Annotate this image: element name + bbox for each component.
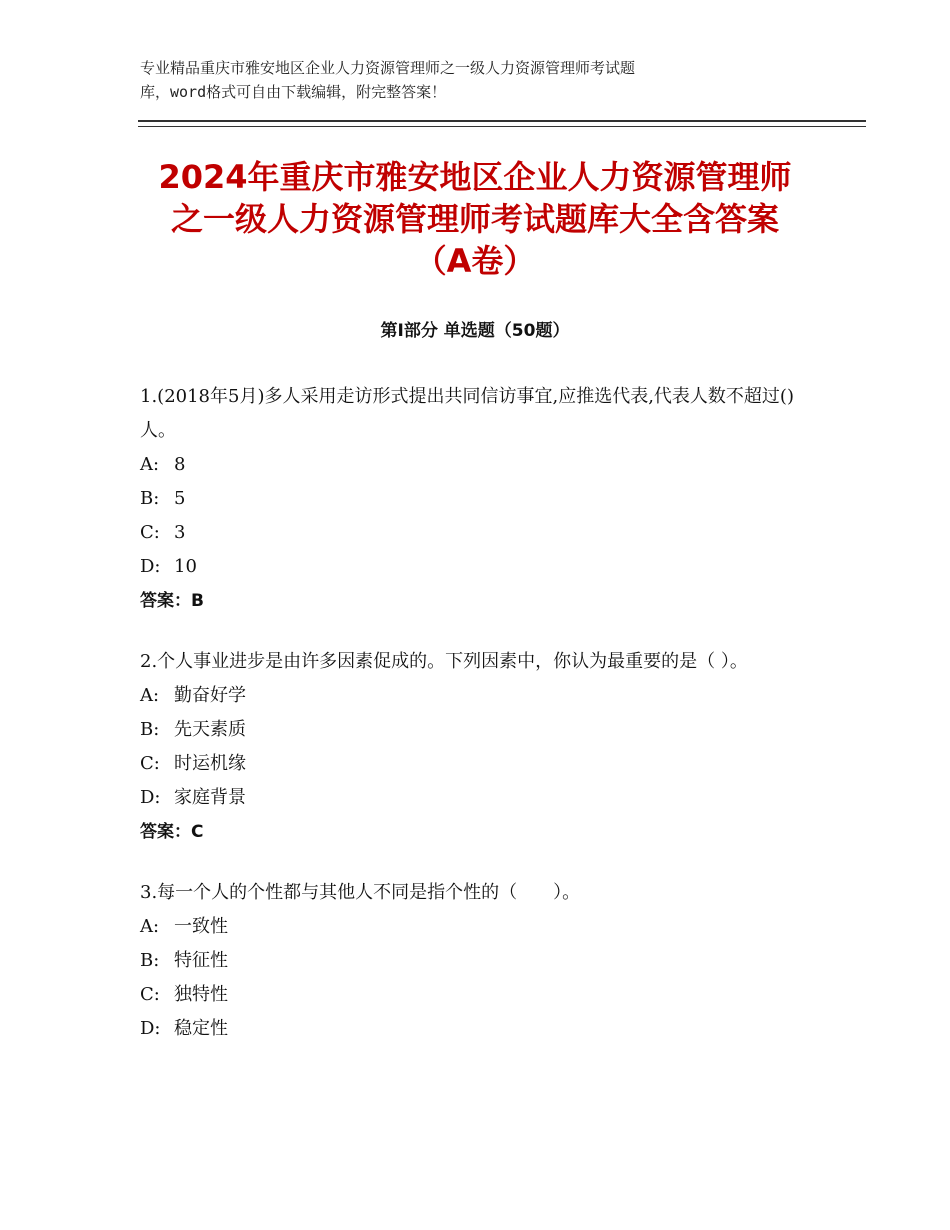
option-a [140,448,800,482]
header-note-line-1: 专业精品重庆市雅安地区企业人力资源管理师之一级人力资源管理师考试题 [140,59,636,77]
header-note-line-2: 库，word格式可自由下载编辑，附完整答案！ [140,83,447,101]
option-letter: D: [140,787,161,808]
option-letter: B: [140,950,160,971]
document-title-line-2: 之一级人力资源管理师考试题库大全含答案 [170,200,779,238]
document-title [130,156,820,282]
question-3 [140,876,800,1046]
option-text: 家庭背景 [174,787,246,808]
answer-label: 答案：C [140,822,204,842]
option-c [140,516,800,550]
option-text: 先天素质 [174,719,246,740]
option-letter: C: [140,522,160,543]
option-letter: B: [140,719,160,740]
option-d [140,1012,800,1046]
option-c [140,978,800,1012]
option-text: 独特性 [174,984,228,1005]
option-text: 特征性 [174,950,228,971]
option-text: 时运机缘 [174,753,246,774]
question-stem: 1.(2018年5月)多人采用走访形式提出共同信访事宜,应推选代表,代表人数不超过()人。 [140,386,794,441]
document-title-line-3: （A卷） [414,242,536,280]
option-a [140,679,800,713]
option-letter: A: [140,916,160,937]
option-b [140,482,800,516]
option-d [140,550,800,584]
option-text: 勤奋好学 [174,685,246,706]
option-text: 3 [174,522,186,543]
option-letter: D: [140,1018,161,1039]
option-c [140,747,800,781]
option-letter: B: [140,488,160,509]
option-b [140,713,800,747]
question-list [140,380,800,1073]
header-note [140,56,780,104]
question-stem: 2.个人事业进步是由许多因素促成的。下列因素中，你认为最重要的是（ ）。 [140,651,748,672]
option-b [140,944,800,978]
option-text: 5 [174,488,186,509]
option-letter: D: [140,556,161,577]
option-text: 10 [174,556,197,577]
option-d [140,781,800,815]
answer-label: 答案：B [140,591,204,611]
option-letter: A: [140,685,160,706]
question-1 [140,380,800,618]
option-text: 一致性 [174,916,228,937]
option-text: 8 [174,454,186,475]
option-letter: C: [140,753,160,774]
section-heading: 第Ⅰ部分 单选题（50题） [380,321,570,341]
question-2 [140,645,800,849]
option-a [140,910,800,944]
header-divider-thick [138,120,866,122]
option-letter: A: [140,454,160,475]
question-stem: 3.每一个人的个性都与其他人不同是指个性的（ ）。 [140,882,581,903]
option-letter: C: [140,984,160,1005]
header-divider-thin [138,126,866,127]
document-title-line-1: 2024年重庆市雅安地区企业人力资源管理师 [158,158,792,196]
option-text: 稳定性 [174,1018,228,1039]
